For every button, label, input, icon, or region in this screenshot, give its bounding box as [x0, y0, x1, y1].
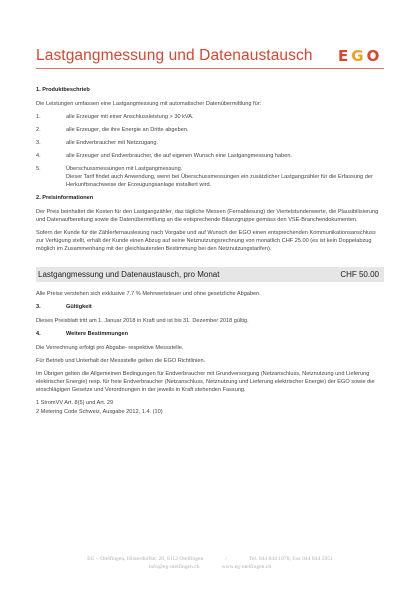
- list-item-line: Überschussmessungen mit Lastgangmessung.: [66, 166, 183, 172]
- section-heading: Weitere Bestimmungen: [66, 331, 129, 337]
- logo-letter: O: [366, 47, 383, 65]
- list-item-number: 1.: [36, 114, 41, 120]
- page-title: Lastgangmessung und Datenaustausch: [36, 47, 313, 64]
- footer-separator: /: [225, 556, 227, 562]
- list-item-text: alle Erzeuger und Endverbraucher, die auf eigenen Wunsch eine Lastgangmessung haben.: [66, 153, 292, 159]
- footer-web: www.eg-otelfingen.ch: [221, 564, 272, 570]
- price-paragraph: Sofern der Kunde für die Zählerfernauslesung nach Vorgabe und auf Wunsch der EGO einen entsprechenden Kommunikationsanschluss zur Verfügung stellt, erhält der Kunde einen Abzug auf seine Netznutzungsrechnung von monatlich CHF 25.00 (es ist kein Doppelabzug möglich im Zusammenhang mit der gleichlautenden Bestimmung bei den Netznutzungstarifen).: [36, 230, 376, 252]
- section-title-prices: 2. Preisinformationen: [36, 195, 94, 201]
- footer-email: info@eg-otelfingen.ch: [148, 564, 200, 570]
- price-label: Lastgangmessung und Datenaustausch, pro Monat: [38, 269, 220, 279]
- section-title-product: 1. Produktbeschrieb: [36, 87, 90, 93]
- list-item-number: 3.: [36, 140, 41, 146]
- list-item: [36, 165, 384, 189]
- validity-paragraph: Dieses Preisblatt tritt am 1. Januar 2018 in Kraft und ist bis 31. Dezember 2018 gültig.: [36, 318, 249, 324]
- footnotes: [36, 399, 384, 416]
- vat-note: Alle Preise verstehen sich exklusive 7.7 % Mehrwertsteuer und ohne gesetzliche Abgaben.: [36, 291, 261, 297]
- list-item-text: [66, 165, 384, 189]
- page-footer: [0, 555, 420, 571]
- ego-logo: [338, 47, 382, 65]
- provisions-paragraph: Für Betrieb und Unterhalt der Messstelle gelten die EGO Richtlinien.: [36, 358, 206, 364]
- list-item-line: Dieser Tarif findet auch Anwendung, wenn bei Überschussmessungen ein zusätzlicher Lastgangzähler für die Erfassung der Herkunftsnachweise der Erzeugungsanlage installiert wird.: [66, 174, 373, 188]
- list-item: [36, 113, 384, 121]
- footnote: 1 StromVV Art. 8(5) und Art. 29: [36, 400, 114, 406]
- list-item-text: alle Endverbraucher mit Netzzugang.: [66, 140, 159, 146]
- section-title-provisions: [36, 330, 384, 338]
- logo-letter: E: [338, 47, 352, 65]
- provisions-paragraph: Die Verrechnung erfolgt pro Abgabe- respektive Messstelle.: [36, 345, 184, 351]
- price-value: CHF 50.00: [340, 269, 379, 279]
- document-body: [36, 86, 384, 417]
- provisions-paragraph: Im Übrigen gelten die Allgemeinen Bedingungen für Endverbraucher mit Grundversorgung (Netzanschluss, Netznutzung und Lieferung elektrischer Energie) resp. für freie Endverbraucher (Netzanschluss, Netznutzung und Lieferung elektrischer Energie) der EGO sowie die einschlägigen Gesetze und Verordnungen in der jeweils in Kraft stehenden Fassung.: [36, 371, 375, 393]
- section-number: 4.: [36, 331, 41, 337]
- list-item-text: alle Erzeuger mit einer Anschlussleistung > 30 kVA.: [66, 114, 194, 120]
- section-title-validity: [36, 303, 384, 311]
- footer-contact-row: [0, 555, 420, 563]
- list-item-number: 2.: [36, 127, 41, 133]
- list-item: [36, 152, 384, 160]
- footer-phone: Tel. 044 844 1878, Fax 044 844 5951: [248, 556, 333, 562]
- list-item-number: 5.: [36, 166, 41, 172]
- section-number: 3.: [36, 304, 41, 310]
- price-paragraph: Der Preis beinhaltet die Kosten für den Lastgangzähler, das tägliche Messen (Fernablesung) der Viertelstundenwerte, die Plausibilisierung und Datenaufbereitung sowie die Datenübermittlung an die entsprechende Bilanzgruppe gemäss den VSE-Branchendokumenten.: [36, 209, 379, 223]
- header-divider: [36, 68, 384, 69]
- footer-web-row: [0, 563, 420, 571]
- footnote: 2 Metering Code Schweiz, Ausgabe 2012, 1.4. (10): [36, 409, 163, 415]
- list-item-number: 4.: [36, 153, 41, 159]
- price-box: [36, 267, 384, 282]
- section-heading: Gültigkeit: [66, 304, 92, 310]
- footer-address: EG – Otelfingen, Hinterdorfstr. 20, 8112 Otelfingen: [87, 556, 204, 562]
- list-item: [36, 126, 384, 134]
- list-item: [36, 139, 384, 147]
- logo-letter: G: [351, 47, 367, 65]
- product-intro: Die Leistungen umfassen eine Lastgangmessung mit automatischer Datenübermittlung für:: [36, 101, 262, 107]
- product-list: [36, 113, 384, 189]
- list-item-text: alle Erzeuger, die ihre Energie an Dritte abgeben.: [66, 127, 189, 133]
